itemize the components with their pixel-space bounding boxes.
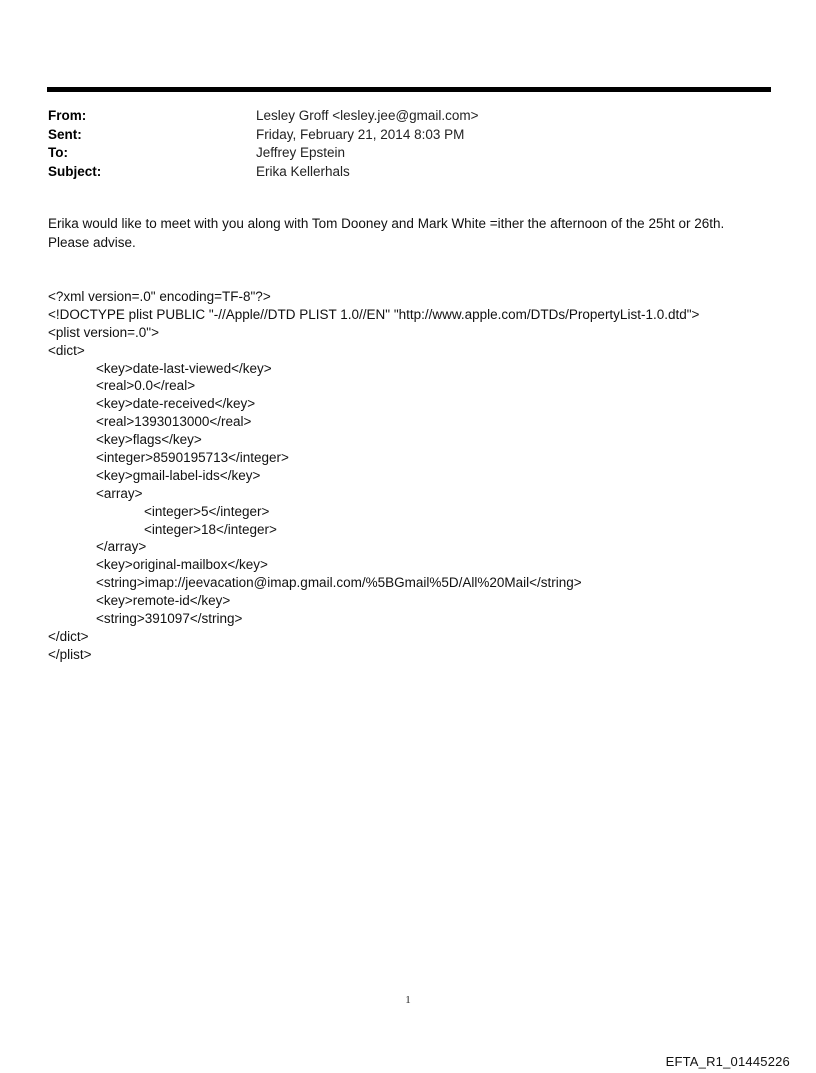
string-original-mailbox-line: <string>imap://jeevacation@imap.gmail.com/%5BGmail%5D/All%20Mail</string> [96,575,582,591]
array-integer-18-line: <integer>18</integer> [144,521,277,537]
plist-close-line: </plist> [48,646,92,662]
plist-open-line: <plist version=.0"> [48,324,159,340]
array-open-line: <array> [96,485,143,501]
key-date-last-viewed-line: <key>date-last-viewed</key> [96,360,272,376]
sent-value: Friday, February 21, 2014 8:03 PM [256,126,465,142]
doctype-line: <!DOCTYPE plist PUBLIC "-//Apple//DTD PLIST 1.0//EN" "http://www.apple.com/DTDs/PropertyList-1.0.dtd"> [48,306,700,322]
xml-declaration-line: <?xml version=.0" encoding=TF-8"?> [48,289,271,304]
real-date-received-line: <real>1393013000</real> [96,414,252,430]
email-body [48,215,768,252]
real-date-last-viewed-line: <real>0.0</real> [96,378,196,394]
to-label: To: [48,145,68,160]
integer-flags-line: <integer>8590195713</integer> [96,450,289,466]
key-date-received-line: <key>date-received</key> [96,396,256,412]
page-number: 1 [405,994,411,1006]
email-body-line-1: Erika would like to meet with you along with Tom Dooney and Mark White =ither the afternoon of the 25ht or 26th. [48,216,725,231]
subject-label: Subject: [48,163,102,179]
to-value: Jeffrey Epstein [256,145,346,160]
plist-metadata-block [48,288,778,664]
header-divider-rule [47,87,771,92]
array-integer-5-line: <integer>5</integer> [144,503,270,519]
header-row-sent [48,126,768,145]
dict-close-line: </dict> [48,628,89,644]
from-label: From: [48,108,87,123]
dict-open-line: <dict> [48,342,85,358]
key-original-mailbox-line: <key>original-mailbox</key> [96,557,268,573]
array-close-line: </array> [96,539,147,555]
key-flags-line: <key>flags</key> [96,432,202,448]
subject-value: Erika Kellerhals [256,163,350,179]
email-body-line-2: Please advise. [48,234,136,250]
email-header [48,107,768,181]
from-value: Lesley Groff <lesley.jee@gmail.com> [256,108,479,123]
header-row-from [48,107,768,126]
header-row-subject [48,163,768,182]
key-gmail-label-ids-line: <key>gmail-label-ids</key> [96,467,261,483]
document-id: EFTA_R1_01445226 [665,1054,790,1069]
sent-label: Sent: [48,126,82,142]
string-remote-id-line: <string>391097</string> [96,611,243,627]
key-remote-id-line: <key>remote-id</key> [96,593,231,609]
header-row-to [48,144,768,163]
